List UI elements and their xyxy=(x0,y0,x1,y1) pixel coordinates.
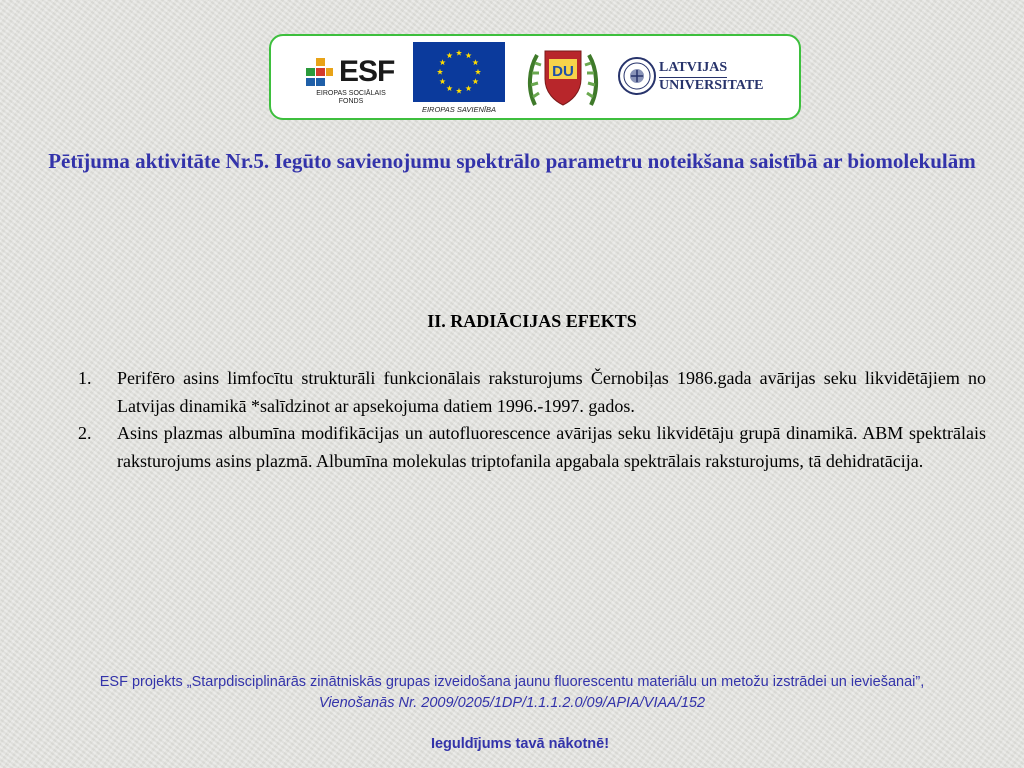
logo-banner xyxy=(269,34,801,120)
numbered-list xyxy=(70,365,986,475)
eu-logo xyxy=(413,42,509,116)
page-title: Pētījuma aktivitāte Nr.5. Iegūto savienojumu spektrālo parametru noteikšana saistībā ar biomolekulām xyxy=(48,149,976,173)
lu-seal-icon xyxy=(617,56,657,96)
lu-name-line2: UNIVERSITATE xyxy=(659,78,764,93)
list-item-text: Perifēro asins limfocītu strukturāli funkcionālais raksturojums Černobiļas 1986.gada avārijas seku likvidētājiem no Latvijas dinamikā *salīdzinot ar apsekojuma datiem 1996.-1997. gados. xyxy=(117,368,986,416)
esf-squares-icon xyxy=(303,56,335,88)
list-item-number: 1. xyxy=(78,368,92,388)
list-item-number: 2. xyxy=(78,423,92,443)
lu-name-line1: LATVIJAS xyxy=(659,60,727,78)
du-crest-icon xyxy=(525,45,601,111)
esf-logo xyxy=(303,50,395,108)
list-item-text: Asins plazmas albumīna modifikācijas un autofluorescence avārijas seku likvidētāju grupā dinamikā. ABM spektrālais raksturojums asins plazmā. Albumīna molekulas triptofanila apgabala spektrālais raksturojums, tā dehidratācija. xyxy=(117,423,986,471)
svg-text:DU: DU xyxy=(552,63,574,80)
footer-project-line: ESF projekts „Starpdisciplinārās zinātniskās grupas izveidošana jaunu fluorescentu materiālu un metožu izstrādei un ieviešanai”, xyxy=(99,674,925,690)
esf-subtitle-line1: EIROPAS SOCIĀLAIS xyxy=(316,90,386,97)
slogan: Ieguldījums tavā nākotnē! xyxy=(430,736,610,752)
list-item xyxy=(70,420,986,475)
esf-subtitle-line2: FONDS xyxy=(338,98,364,105)
esf-subtitle xyxy=(307,90,395,106)
esf-wordmark: ESF xyxy=(339,55,395,88)
lu-logo xyxy=(617,54,793,102)
footer xyxy=(0,672,1024,714)
section-heading: II. RADIĀCIJAS EFEKTS xyxy=(427,311,637,331)
lu-name xyxy=(659,60,764,94)
eu-flag-icon xyxy=(413,42,505,102)
footer-agreement-line: Vienošanās Nr. 2009/0205/1DP/1.1.1.2.0/09/APIA/VIAA/152 xyxy=(318,695,706,711)
list-item xyxy=(70,365,986,420)
eu-caption: EIROPAS SAVIENĪBA xyxy=(421,105,497,114)
